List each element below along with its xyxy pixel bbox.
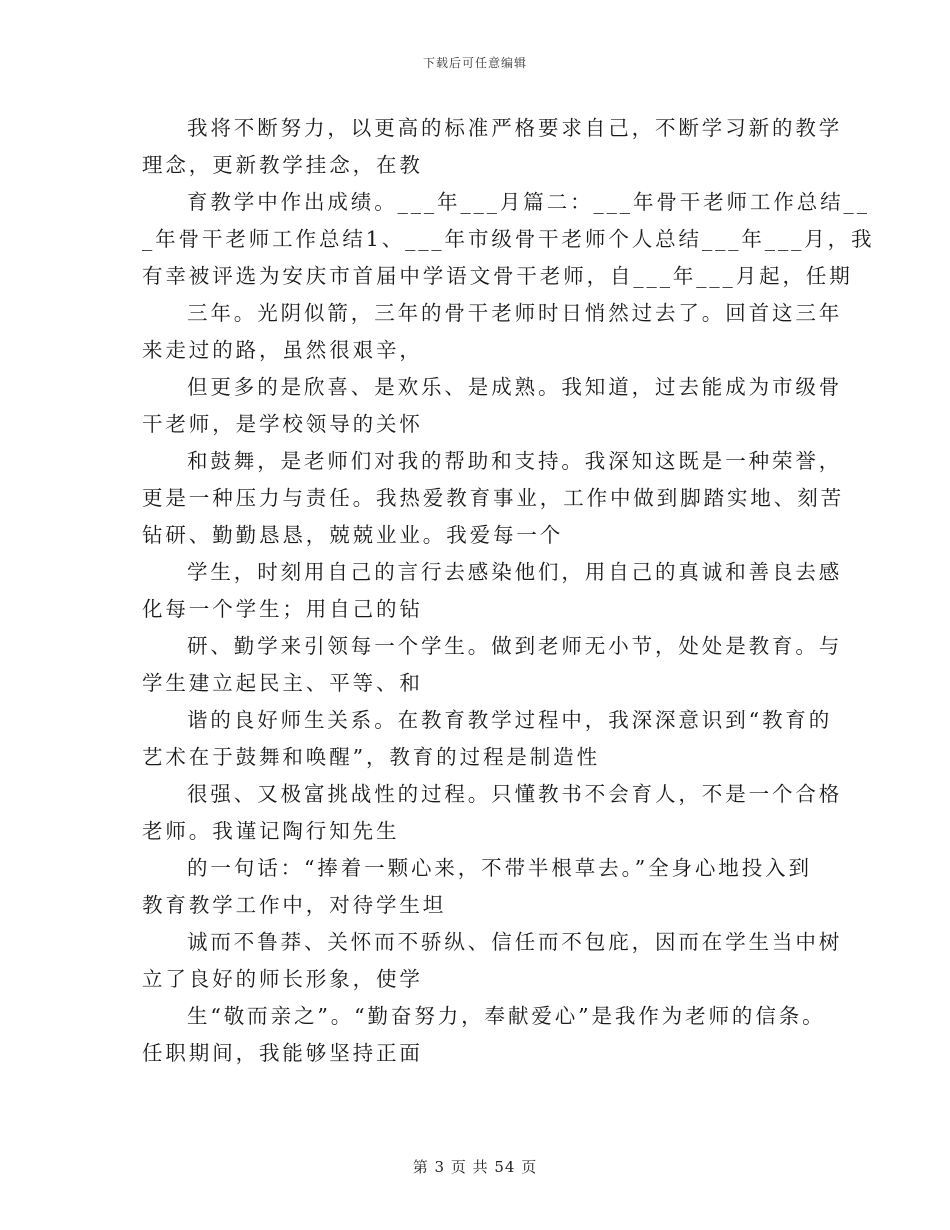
page-number-footer: 第 3 页 共 54 页 xyxy=(412,1158,538,1176)
text-line: 和鼓舞，是老师们对我的帮助和支持。我深知这既是一种荣誉， xyxy=(187,449,843,473)
text-line: 立了良好的师长形象，使学 xyxy=(142,967,423,991)
text-line: 教育教学工作中，对待学生坦 xyxy=(142,893,447,917)
text-line: 生“敬而亲之”。“勤奋努力，奉献爱心”是我作为老师的信条。 xyxy=(187,1004,826,1028)
text-line: 老师。我谨记陶行知先生 xyxy=(142,819,400,843)
text-line: 学生，时刻用自己的言行去感染他们，用自己的真诚和善良去感 xyxy=(187,560,843,584)
text-line: 三年。光阴似箭，三年的骨干老师时日悄然过去了。回首这三年 xyxy=(187,301,843,325)
page-header-note: 下载后可任意编辑 xyxy=(422,56,527,70)
text-line: 任职期间，我能够坚持正面 xyxy=(142,1041,423,1065)
text-line: 谐的良好师生关系。在教育教学过程中，我深深意识到“教育的 xyxy=(187,708,833,732)
text-line: 艺术在于鼓舞和唤醒”，教育的过程是制造性 xyxy=(142,745,600,769)
text-line: 钻研、勤勤恳恳，兢兢业业。我爱每一个 xyxy=(142,523,564,547)
text-line: 来走过的路，虽然很艰辛， xyxy=(142,338,423,362)
text-line: 很强、又极富挑战性的过程。只懂教书不会育人，不是一个合格 xyxy=(187,782,843,806)
text-line: 有幸被评选为安庆市首届中学语文骨干老师，自___年___月起，任期 xyxy=(142,264,853,288)
text-line: 化每一个学生；用自己的钻 xyxy=(142,597,423,621)
text-line: 学生建立起民主、平等、和 xyxy=(142,671,423,695)
text-line: 我将不断努力，以更高的标准严格要求自己，不断学习新的教学 xyxy=(187,116,843,140)
text-line: 但更多的是欣喜、是欢乐、是成熟。我知道，过去能成为市级骨 xyxy=(187,375,843,399)
text-line: 诚而不鲁莽、关怀而不骄纵、信任而不包庇，因而在学生当中树 xyxy=(187,930,843,954)
text-line: 干老师，是学校领导的关怀 xyxy=(142,412,423,436)
text-line: 理念，更新教学挂念，在教 xyxy=(142,153,423,177)
text-line: 的一句话：“捧着一颗心来，不带半根草去。”全身心地投入到 xyxy=(187,856,812,880)
text-line: 育教学中作出成绩。___年___月篇二：___年骨干老师工作总结__ xyxy=(187,190,870,214)
text-line: _年骨干老师工作总结1、___年市级骨干老师个人总结___年___月，我 xyxy=(142,227,875,251)
text-line: 研、勤学来引领每一个学生。做到老师无小节，处处是教育。与 xyxy=(187,634,843,658)
text-line: 更是一种压力与责任。我热爱教育事业，工作中做到脚踏实地、刻苦 xyxy=(142,486,844,510)
